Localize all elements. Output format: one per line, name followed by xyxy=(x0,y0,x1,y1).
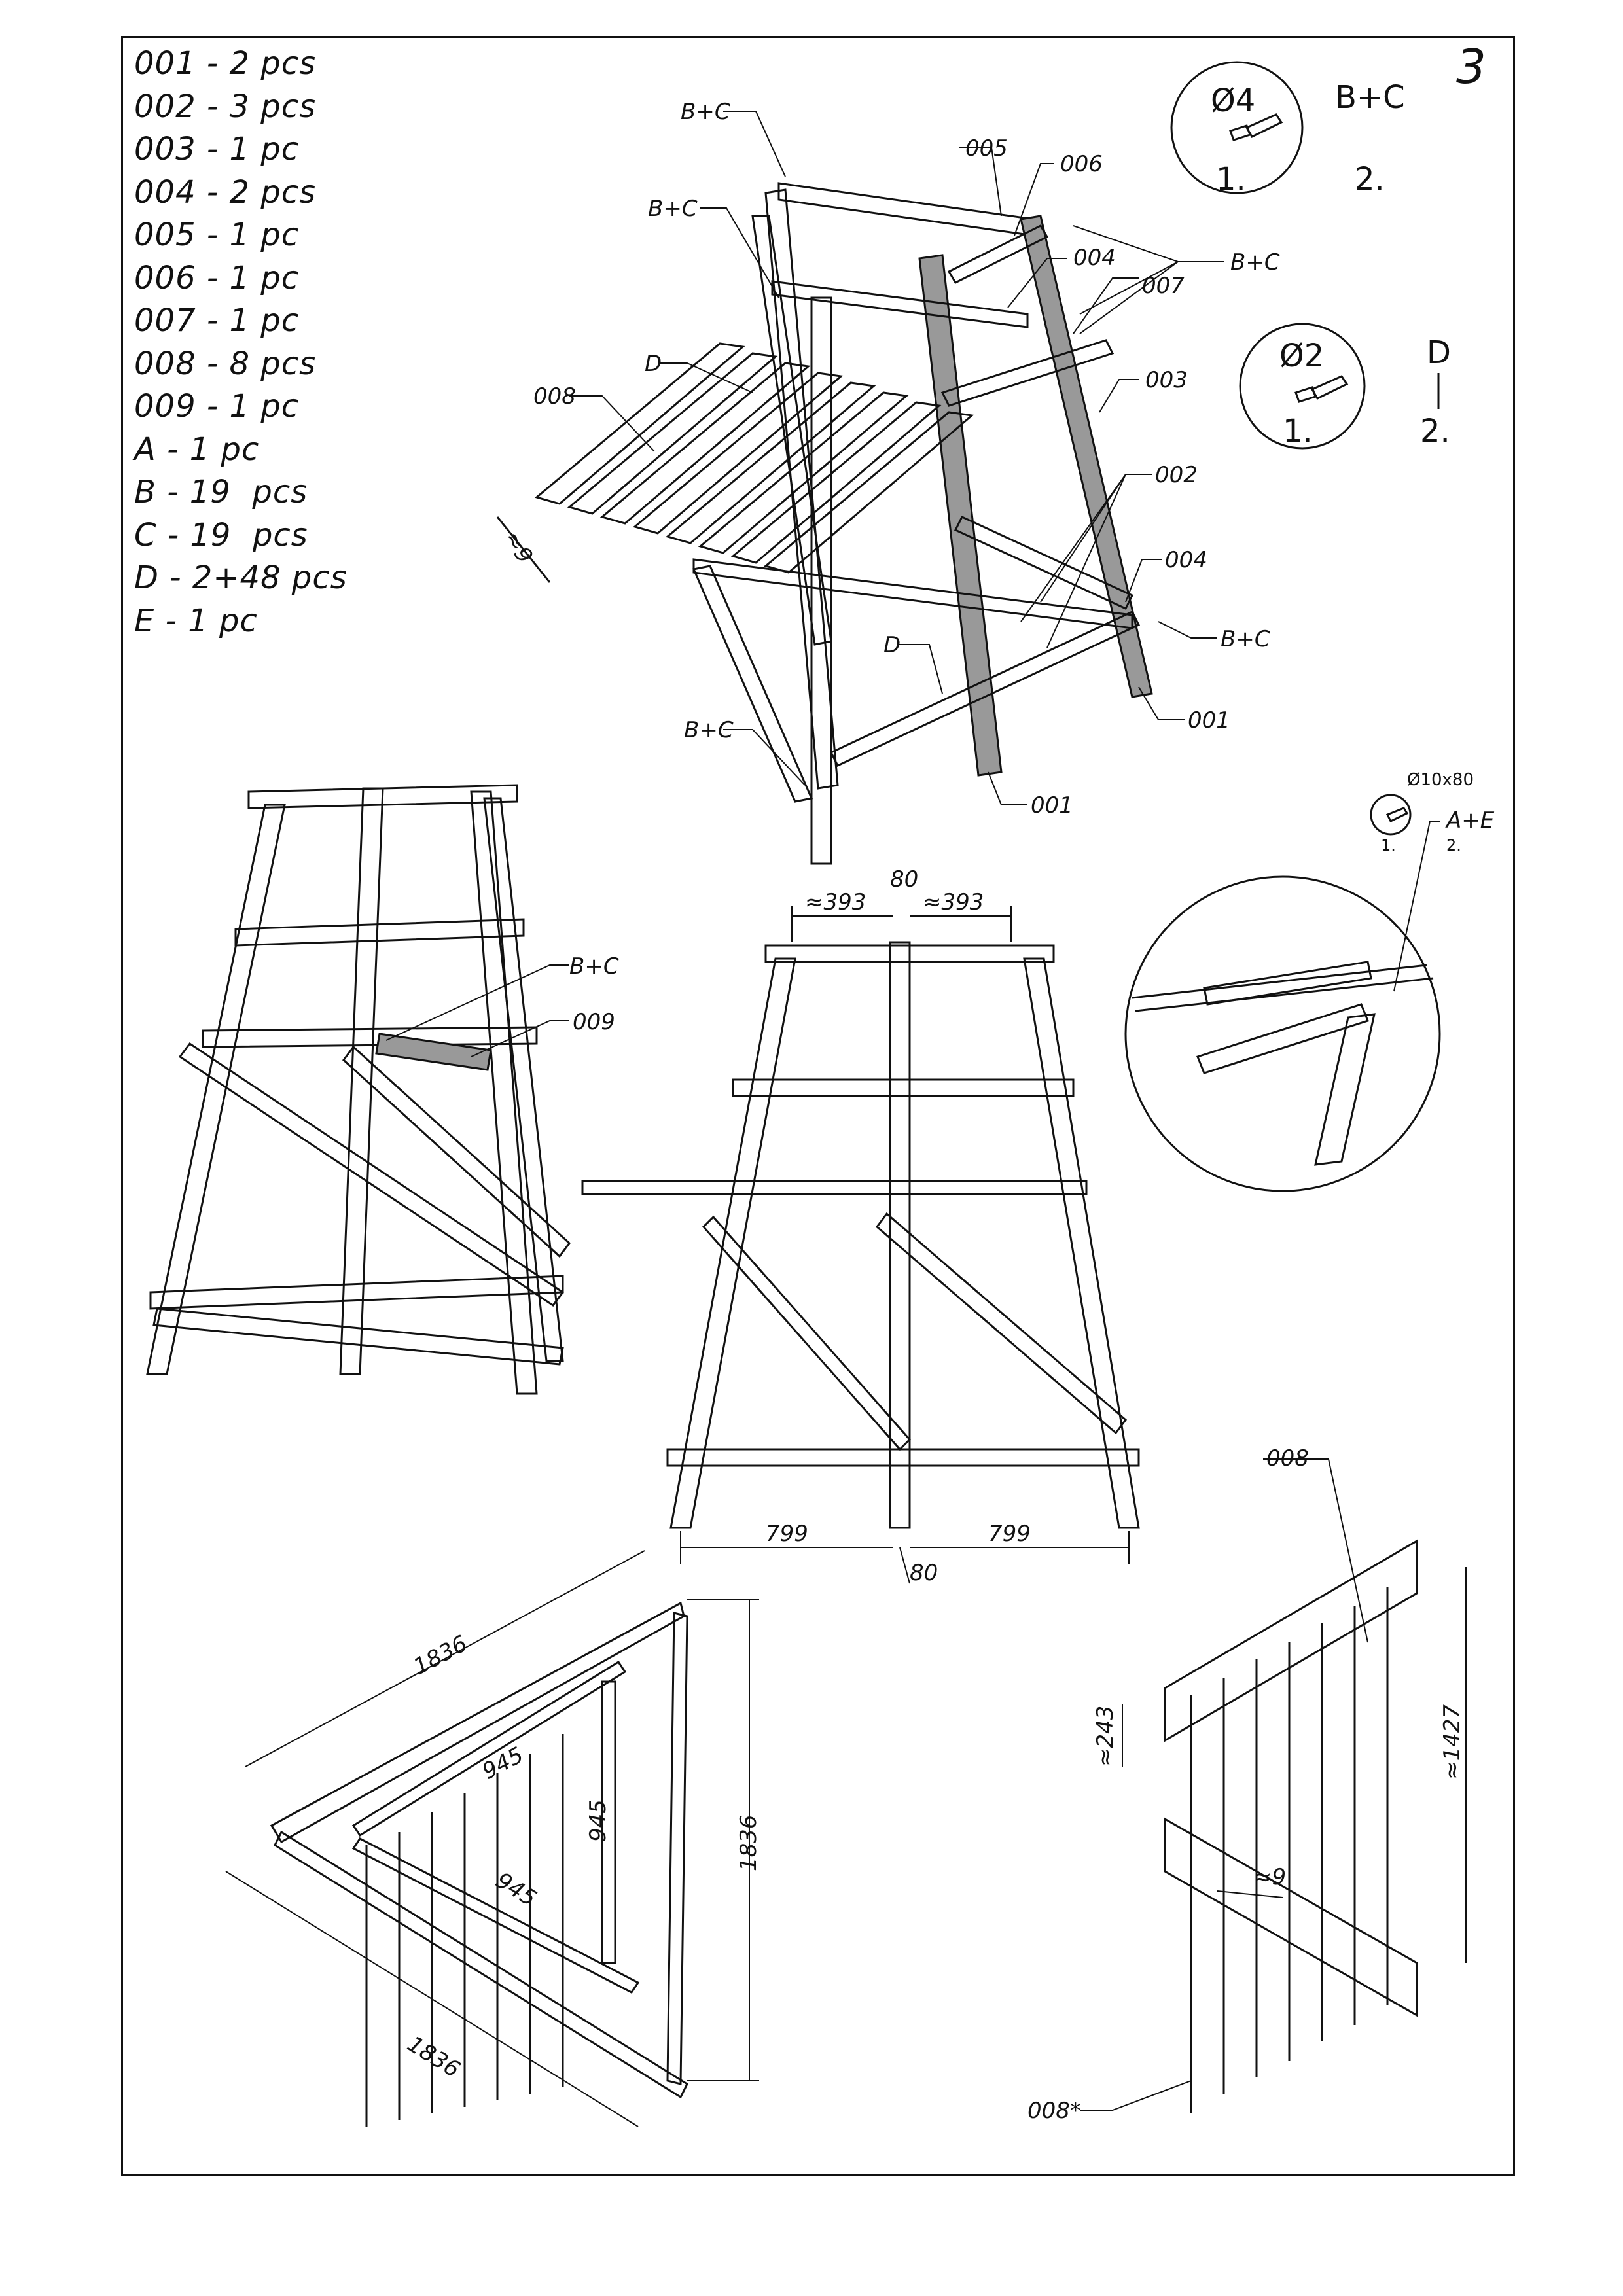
dim-bottom-mid: 80 xyxy=(910,1560,938,1586)
parts-list-item: A - 1 pc xyxy=(134,431,260,468)
callouts-top xyxy=(533,99,1280,819)
drill-step-1: 1. xyxy=(1216,161,1246,198)
callout-b-c: B+C xyxy=(1230,249,1280,275)
callout-004: 004 xyxy=(1073,245,1116,271)
callout-008: 008 xyxy=(1266,1445,1309,1472)
callout-b-c: B+C xyxy=(681,99,730,125)
crossbar xyxy=(668,1449,1139,1466)
crossbar xyxy=(151,1276,563,1309)
triangle-plan-view xyxy=(272,1603,687,2127)
dimension-approx-9: ≈9 xyxy=(499,526,538,568)
callout-007: 007 xyxy=(1142,273,1185,299)
dim-945-b: 945 xyxy=(491,1867,541,1913)
drill-legend-4mm xyxy=(1171,62,1405,198)
part-009 xyxy=(376,1034,491,1070)
part-007-bar xyxy=(942,340,1113,406)
page-number: 3 xyxy=(1456,39,1486,94)
front-view xyxy=(582,942,1139,1528)
callout-b-c: B+C xyxy=(1221,626,1270,652)
parts-list-item: 001 - 2 pcs xyxy=(134,45,317,82)
parts-list-item: 006 - 1 pc xyxy=(134,259,300,296)
drill-bit-icon xyxy=(1296,376,1347,402)
drill-step-2: 2. xyxy=(1355,161,1385,198)
callout-b-c: B+C xyxy=(569,953,619,980)
parts-list-item: 009 - 1 pc xyxy=(134,388,300,425)
callout-005: 005 xyxy=(965,135,1008,162)
parts-list-item: 005 - 1 pc xyxy=(134,217,300,253)
parts-list-item: D - 2+48 pcs xyxy=(134,559,348,596)
parts-list-item: C - 19 pcs xyxy=(134,516,308,554)
parts-list-item: 008 - 8 pcs xyxy=(134,345,317,382)
dim-243: ≈243 xyxy=(1092,1705,1118,1767)
dim-bottom-right: 799 xyxy=(988,1521,1031,1547)
callout-008: 008 xyxy=(533,383,576,410)
dim-bottom-left: 799 xyxy=(766,1521,808,1547)
drill-step-1: 1. xyxy=(1381,836,1396,855)
leg xyxy=(340,788,383,1374)
dim-top-left: ≈393 xyxy=(805,889,866,915)
leg xyxy=(671,959,795,1528)
side-view-assembly xyxy=(147,785,569,1394)
parts-list-item: B - 19 pcs xyxy=(134,474,308,510)
callout-b-c: B+C xyxy=(684,717,734,743)
drill-bit-icon xyxy=(1387,808,1407,821)
inner-bar xyxy=(353,1839,638,1992)
dim-9: ≈9 xyxy=(1253,1864,1287,1890)
bar xyxy=(1198,1004,1368,1073)
dim-side-1: 1836 xyxy=(409,1631,472,1680)
drill-legend-2mm xyxy=(1240,324,1451,450)
callout-001: 001 xyxy=(1188,707,1230,733)
dim-1427: ≈1427 xyxy=(1439,1704,1465,1780)
bar xyxy=(1165,1541,1417,1740)
callout-001: 001 xyxy=(1031,792,1073,819)
side-bar xyxy=(272,1603,684,1842)
dim-side-2: 1836 xyxy=(402,2030,465,2083)
crossbar xyxy=(154,1309,563,1364)
drill-step-1: 1. xyxy=(1283,413,1313,450)
part-001-leg xyxy=(766,190,838,788)
dim-945-a: 945 xyxy=(478,1742,528,1785)
detail-circle xyxy=(1126,877,1440,1191)
dim-side-3: 1836 xyxy=(736,1814,762,1871)
part-005-bar xyxy=(779,183,1034,236)
callout-004: 004 xyxy=(1165,547,1207,573)
drill-size: Ø2 xyxy=(1279,338,1325,374)
diagonal-brace xyxy=(344,1047,569,1256)
diagonal-brace xyxy=(704,1217,910,1449)
front-view-dimensions xyxy=(681,866,1129,1586)
callout-006: 006 xyxy=(1060,151,1103,177)
callout-002: 002 xyxy=(1155,462,1198,488)
bar xyxy=(1204,962,1371,1004)
back-leg xyxy=(694,566,812,802)
callout-b-c: B+C xyxy=(648,196,698,222)
callout-008-star: 008* xyxy=(1027,2098,1081,2124)
drill-size: Ø4 xyxy=(1211,82,1256,119)
slat-line xyxy=(1135,978,1433,1011)
isometric-assembly xyxy=(497,183,1152,864)
part-001-leg-shaded xyxy=(919,255,1001,775)
parts-list-item: E - 1 pc xyxy=(134,602,258,639)
callout-003: 003 xyxy=(1145,367,1188,393)
callout-009: 009 xyxy=(573,1009,615,1035)
leg xyxy=(1024,959,1139,1528)
part-008-slat xyxy=(733,402,939,563)
parts-list-item: 002 - 3 pcs xyxy=(134,88,317,125)
side-bar xyxy=(668,1613,687,2084)
drill-size: Ø10x80 xyxy=(1407,770,1474,790)
fastener-label: A+E xyxy=(1446,807,1495,834)
parts-list-item: 004 - 2 pcs xyxy=(134,173,317,211)
leg xyxy=(1315,1014,1374,1165)
drill-step-2: 2. xyxy=(1446,836,1461,855)
part-004-bar xyxy=(694,559,1132,628)
slat-edge xyxy=(203,1027,537,1047)
dim-top-right: ≈393 xyxy=(923,889,984,915)
diagonal-brace xyxy=(877,1214,1126,1433)
dim-945-c: 945 xyxy=(585,1799,611,1842)
leg xyxy=(471,792,537,1394)
slat-edge xyxy=(582,1181,1086,1194)
drill-step-2: 2. xyxy=(1420,413,1450,450)
slat-layout-view xyxy=(1165,1541,1417,2113)
dim-top-mid: 80 xyxy=(890,866,919,892)
callout-d: D xyxy=(645,351,662,377)
fastener-label: B+C xyxy=(1335,79,1405,116)
inner-bar xyxy=(353,1662,625,1835)
parts-list-item: 007 - 1 pc xyxy=(134,302,300,339)
callout-d: D xyxy=(883,632,901,658)
center-post xyxy=(890,942,910,1528)
fastener-label: D xyxy=(1427,334,1451,371)
parts-list-item: 003 - 1 pc xyxy=(134,131,300,168)
crossbar xyxy=(733,1080,1073,1096)
side-bar xyxy=(275,1832,687,2097)
bar xyxy=(1165,1819,1417,2015)
detail-view xyxy=(1126,770,1495,1191)
